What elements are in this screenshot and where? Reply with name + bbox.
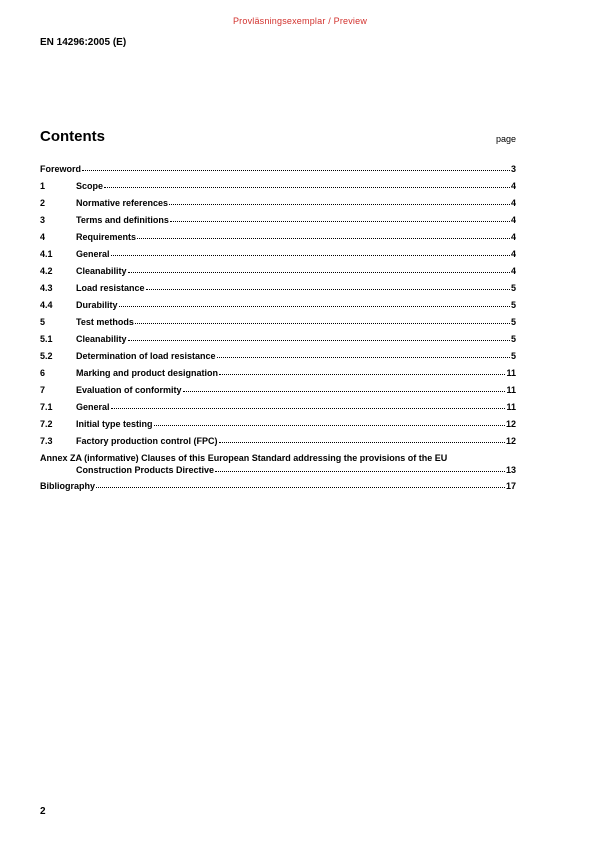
toc-page-number: 12 [505,419,516,429]
toc-page-number: 5 [510,283,516,293]
toc-page-number: 4 [510,232,516,242]
toc-entry-text: Evaluation of conformity [76,385,182,395]
toc-entry-number: 4.3 [40,283,53,293]
toc-entry[interactable] [40,402,516,419]
toc-leader-dots [219,436,505,443]
toc-page-number: 12 [505,436,516,446]
toc-page-number: 11 [506,385,516,395]
toc-page-number: 4 [510,198,516,208]
toc-entry-number: 2 [40,198,46,208]
toc-entry[interactable] [40,215,516,232]
toc-entry-text: Bibliography [40,481,96,491]
toc-entry[interactable] [40,334,516,351]
toc-page-number: 5 [510,334,516,344]
toc-page-number: 3 [510,164,516,174]
toc-entry-number: 7.1 [40,402,53,412]
toc-entry-number: 7.2 [40,419,53,429]
toc-leader-dots [146,283,510,290]
toc-entry[interactable] [40,351,516,368]
toc-entry[interactable] [40,368,516,385]
toc-page-number: 17 [505,481,516,491]
toc-entry-text: General [76,249,110,259]
toc-entry[interactable] [40,232,516,249]
toc-leader-dots [183,385,506,392]
toc-leader-dots [128,266,510,273]
toc-leader-dots [128,334,510,341]
toc-page-number: 5 [510,317,516,327]
toc-entry[interactable] [40,300,516,317]
toc-entry-text: Factory production control (FPC) [76,436,218,446]
toc-leader-dots [170,215,510,222]
contents-title: Contents [40,128,105,145]
table-of-contents [40,164,516,498]
annex-title-line2: Construction Products Directive [76,465,215,475]
toc-page-number: 5 [510,351,516,361]
toc-page-number: 4 [510,181,516,191]
toc-entry-text: Cleanability [76,334,127,344]
toc-entry-number: 7.3 [40,436,53,446]
toc-entry-number: 5 [40,317,46,327]
toc-leader-dots [111,249,510,256]
toc-leader-dots [154,419,505,426]
toc-entry[interactable] [40,181,516,198]
toc-entry-text: Initial type testing [76,419,153,429]
toc-entry[interactable] [40,283,516,300]
toc-entry-number: 4 [40,232,46,242]
toc-entry-annex-za[interactable] [40,453,516,481]
toc-entry[interactable] [40,385,516,402]
toc-entry-text: Determination of load resistance [76,351,216,361]
toc-entry[interactable] [40,164,516,181]
toc-leader-dots [215,465,505,472]
toc-entry-number: 4.1 [40,249,53,259]
toc-entry-text: Terms and definitions [76,215,169,225]
toc-page-number: 4 [510,266,516,276]
toc-entry-number: 7 [40,385,46,395]
toc-entry-number: 5.2 [40,351,53,361]
toc-page-number: 11 [506,368,516,378]
toc-entry-bibliography[interactable] [40,481,516,498]
toc-entry-number: 3 [40,215,46,225]
toc-leader-dots [104,181,510,188]
toc-page-number: 4 [510,249,516,259]
toc-entry-text: Marking and product designation [76,368,219,378]
toc-leader-dots [82,164,510,171]
toc-entry-number: 1 [40,181,46,191]
toc-entries [40,164,516,453]
document-id: EN 14296:2005 (E) [40,37,127,48]
toc-entry[interactable] [40,249,516,266]
toc-page-number: 11 [506,402,516,412]
toc-entry-number: 4.2 [40,266,53,276]
toc-leader-dots [111,402,506,409]
toc-leader-dots [137,232,510,239]
toc-entry-number: 4.4 [40,300,53,310]
toc-entry[interactable] [40,198,516,215]
toc-leader-dots [135,317,510,324]
toc-entry-number: 5.1 [40,334,53,344]
toc-leader-dots [219,368,505,375]
toc-page-number: 4 [510,215,516,225]
toc-entry-text: Normative references [76,198,169,208]
annex-title-line2-row [40,465,516,481]
toc-leader-dots [217,351,510,358]
toc-entry-text: Durability [76,300,118,310]
toc-entry-text: Test methods [76,317,134,327]
page-number: 2 [40,806,46,817]
page-column-label: page [495,134,516,144]
toc-leader-dots [96,481,505,488]
preview-watermark: Provläsningsexemplar / Preview [232,16,368,26]
toc-page-number: 5 [510,300,516,310]
toc-entry-text: Requirements [76,232,137,242]
toc-entry-text: Load resistance [76,283,145,293]
toc-entry-number: 6 [40,368,46,378]
toc-entry[interactable] [40,436,516,453]
toc-entry[interactable] [40,266,516,283]
toc-entry-text: Cleanability [76,266,127,276]
toc-entry[interactable] [40,317,516,334]
toc-leader-dots [169,198,510,205]
toc-entry-text: Foreword [40,164,82,174]
annex-title-line1: Annex ZA (informative) Clauses of this European Standard addressing the provisions of the EU [40,453,448,463]
toc-entry-text: General [76,402,110,412]
toc-entry[interactable] [40,419,516,436]
toc-leader-dots [119,300,510,307]
toc-page-number: 13 [505,465,516,475]
toc-entry-text: Scope [76,181,104,191]
